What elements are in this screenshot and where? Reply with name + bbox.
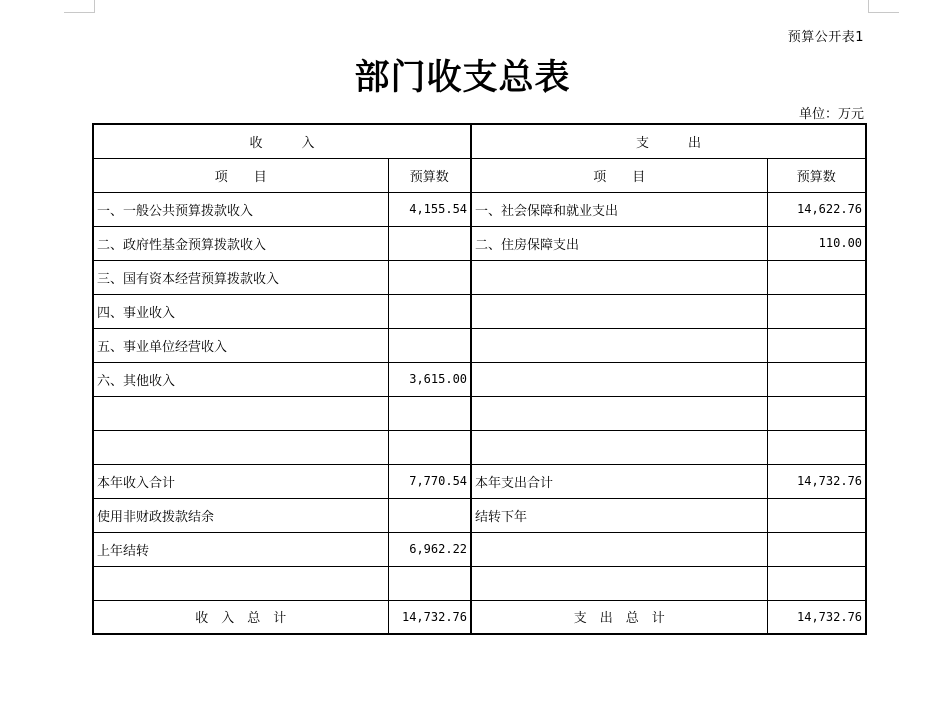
expense-value-cell xyxy=(767,328,866,362)
table-row xyxy=(93,430,866,464)
income-item-cell: 一、一般公共预算拨款收入 xyxy=(93,192,388,226)
expense-item-header: 项 目 xyxy=(471,158,767,192)
expense-value-cell: 14,622.76 xyxy=(767,192,866,226)
income-item-cell xyxy=(93,430,388,464)
income-item-cell: 四、事业收入 xyxy=(93,294,388,328)
table-row xyxy=(93,362,866,396)
expense-value-cell: 110.00 xyxy=(767,226,866,260)
income-item-cell: 三、国有资本经营预算拨款收入 xyxy=(93,260,388,294)
income-item-cell: 六、其他收入 xyxy=(93,362,388,396)
income-value-cell xyxy=(388,226,471,260)
expense-item-cell xyxy=(471,328,767,362)
table-row xyxy=(93,226,866,260)
expense-total-value: 14,732.76 xyxy=(767,600,866,634)
form-number: 预算公开表1 xyxy=(787,30,864,45)
table-row xyxy=(93,396,866,430)
expense-total-label: 支 出 总 计 xyxy=(471,600,767,634)
budget-summary-table xyxy=(92,123,867,635)
income-total-value: 14,732.76 xyxy=(388,600,471,634)
expense-value-cell xyxy=(767,294,866,328)
income-value-cell: 7,770.54 xyxy=(388,464,471,498)
income-item-header: 项 目 xyxy=(93,158,388,192)
income-value-cell xyxy=(388,498,471,532)
expense-item-cell: 一、社会保障和就业支出 xyxy=(471,192,767,226)
income-item-cell: 五、事业单位经营收入 xyxy=(93,328,388,362)
expense-item-cell xyxy=(471,566,767,600)
column-header-row xyxy=(93,158,866,192)
expense-section-header: 支 出 xyxy=(471,124,866,158)
income-item-cell: 使用非财政拨款结余 xyxy=(93,498,388,532)
income-value-cell xyxy=(388,260,471,294)
expense-item-cell xyxy=(471,396,767,430)
table-row xyxy=(93,328,866,362)
expense-value-cell xyxy=(767,362,866,396)
income-budget-header: 预算数 xyxy=(388,158,471,192)
table-row xyxy=(93,532,866,566)
income-section-header: 收 入 xyxy=(93,124,471,158)
expense-budget-header: 预算数 xyxy=(767,158,866,192)
expense-value-cell xyxy=(767,532,866,566)
section-header-row xyxy=(93,124,866,158)
income-value-cell xyxy=(388,396,471,430)
expense-value-cell xyxy=(767,396,866,430)
expense-item-cell: 本年支出合计 xyxy=(471,464,767,498)
page-corner-mark-right xyxy=(868,0,899,13)
expense-value-cell: 14,732.76 xyxy=(767,464,866,498)
expense-value-cell xyxy=(767,498,866,532)
table-row xyxy=(93,294,866,328)
expense-item-cell xyxy=(471,532,767,566)
unit-label: 单位：万元 xyxy=(798,107,864,122)
table-row xyxy=(93,498,866,532)
income-value-cell xyxy=(388,566,471,600)
expense-value-cell xyxy=(767,566,866,600)
income-item-cell xyxy=(93,566,388,600)
expense-item-cell xyxy=(471,294,767,328)
expense-item-cell xyxy=(471,430,767,464)
expense-item-cell xyxy=(471,362,767,396)
page-title: 部门收支总表 xyxy=(354,57,571,98)
table-row xyxy=(93,464,866,498)
expense-item-cell: 二、住房保障支出 xyxy=(471,226,767,260)
income-value-cell xyxy=(388,328,471,362)
expense-value-cell xyxy=(767,260,866,294)
income-total-label: 收 入 总 计 xyxy=(93,600,388,634)
income-value-cell: 6,962.22 xyxy=(388,532,471,566)
table-row xyxy=(93,260,866,294)
expense-value-cell xyxy=(767,430,866,464)
table-row xyxy=(93,192,866,226)
income-value-cell xyxy=(388,430,471,464)
income-value-cell: 3,615.00 xyxy=(388,362,471,396)
income-value-cell xyxy=(388,294,471,328)
expense-item-cell: 结转下年 xyxy=(471,498,767,532)
income-item-cell xyxy=(93,396,388,430)
table-row xyxy=(93,566,866,600)
income-item-cell: 本年收入合计 xyxy=(93,464,388,498)
expense-item-cell xyxy=(471,260,767,294)
totals-row xyxy=(93,600,866,634)
income-item-cell: 上年结转 xyxy=(93,532,388,566)
income-item-cell: 二、政府性基金预算拨款收入 xyxy=(93,226,388,260)
page-corner-mark-left xyxy=(64,0,95,13)
income-value-cell: 4,155.54 xyxy=(388,192,471,226)
